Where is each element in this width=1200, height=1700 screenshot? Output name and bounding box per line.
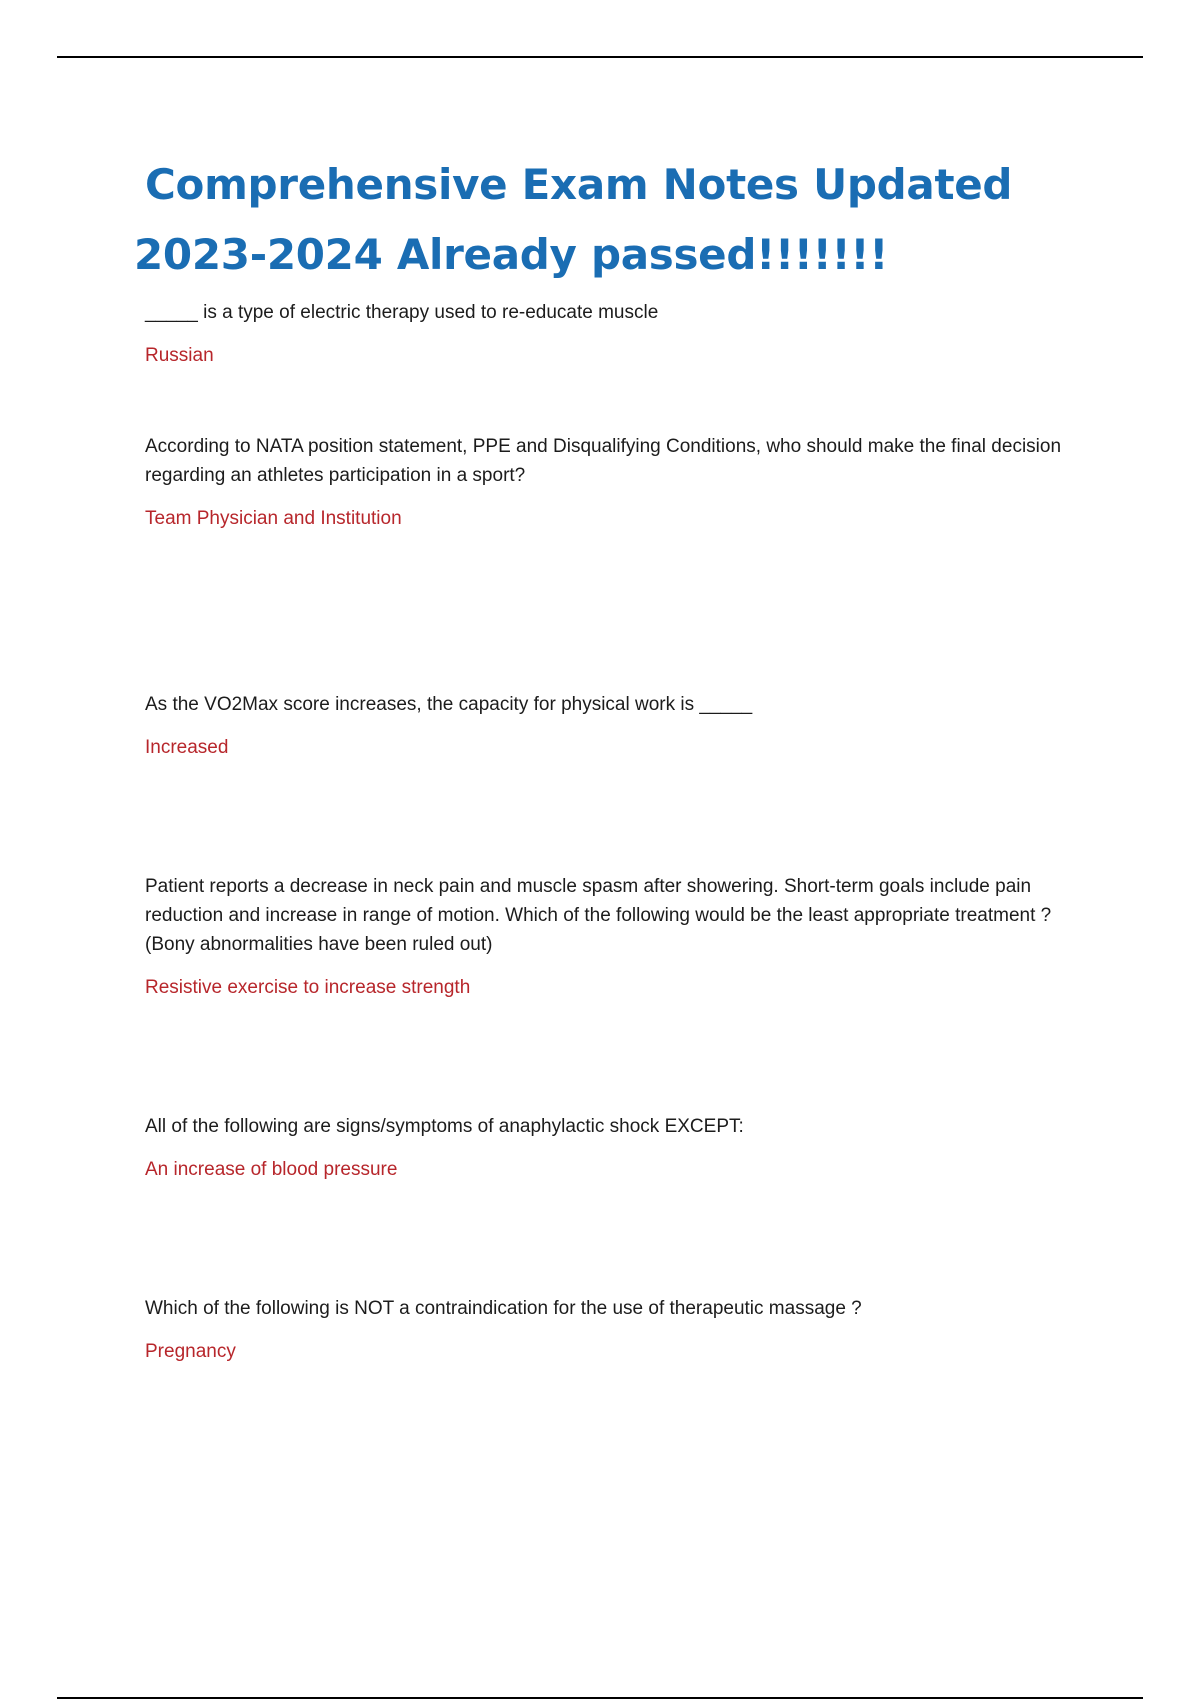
question-text: As the VO2Max score increases, the capacity for physical work is _____ [145,694,753,715]
question-text: All of the following are signs/symptoms of anaphylactic shock EXCEPT: [145,1116,744,1137]
answer-text: Russian [145,345,214,366]
answer-text: Pregnancy [145,1341,236,1362]
qa-item-4 [145,872,1075,1002]
qa-item-2 [145,432,1075,533]
question-text: Which of the following is NOT a contraindication for the use of therapeutic massage ? [145,1298,862,1319]
document-title-line-2: 2023-2024 Already passed!!!!!!! [134,230,889,279]
answer-text: Increased [145,737,229,758]
qa-item-5 [145,1112,1075,1184]
question-text: According to NATA position statement, PPE and Disqualifying Conditions, who should make the final decision regarding an athletes participation in a sport? [145,436,1062,486]
answer-text: Resistive exercise to increase strength [145,977,471,998]
qa-item-3 [145,690,1075,762]
document-title-line-1: Comprehensive Exam Notes Updated [145,160,1013,209]
document-title [134,150,1105,290]
question-text: _____ is a type of electric therapy used to re-educate muscle [145,302,659,323]
answer-text: An increase of blood pressure [145,1159,398,1180]
qa-item-6 [145,1294,1075,1366]
question-text: Patient reports a decrease in neck pain and muscle spasm after showering. Short-term goals include pain reduction and increase in range of motion. Which of the following would be the least appropriate treatment ? (Bony abnormalities have been ruled out) [145,876,1052,955]
header-rule [57,56,1143,58]
answer-text: Team Physician and Institution [145,508,402,529]
footer-rule [57,1697,1143,1699]
qa-item-1 [145,298,1075,370]
